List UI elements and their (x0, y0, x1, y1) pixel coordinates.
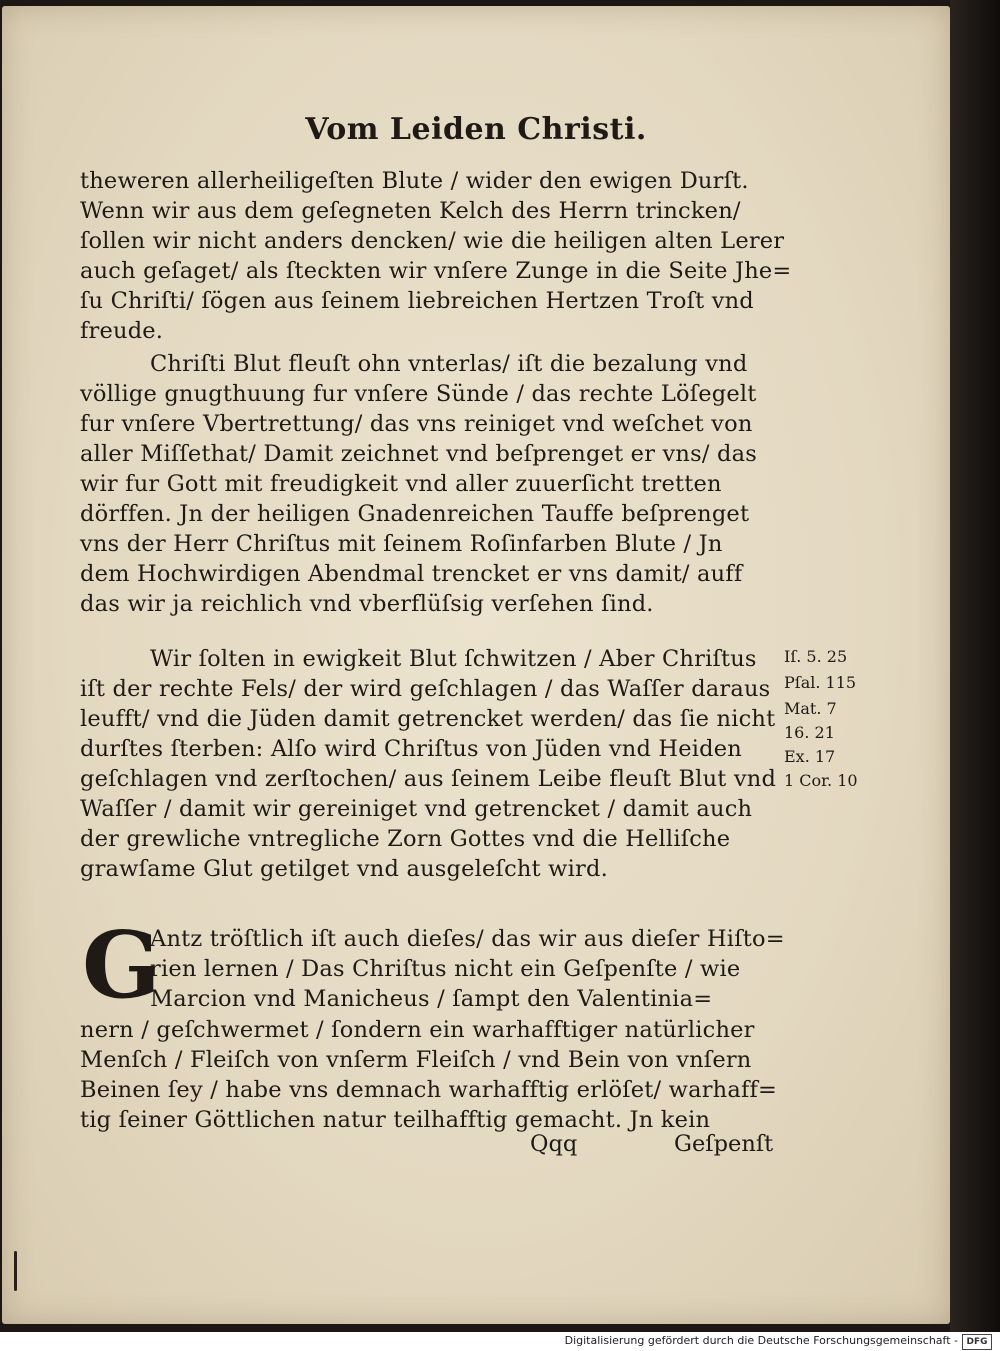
text-line: Antz tröſtlich iſt auch dieſes/ das wir aus dieſer Hiſto= (150, 926, 785, 952)
text-line: Wenn wir aus dem geſegneten Kelch des Herrn trincken/ (80, 198, 741, 224)
text-line: Beinen ſey / habe vns demnach warhafftig erlöſet/ warhaff= (80, 1077, 778, 1103)
ink-mark (14, 1251, 17, 1291)
text-line: ſu Chriſti/ ſögen aus ſeinem liebreichen Hertzen Troſt vnd (80, 288, 754, 314)
text-line: dörffen. Jn der heiligen Gnadenreichen Tauffe beſprenget (80, 501, 750, 527)
text-line: das wir ja reichlich vnd vberflüſsig verſehen ſind. (80, 591, 654, 617)
page-edge-shadow (950, 0, 1000, 1332)
text-line: der grewliche vntregliche Zorn Gottes vnd die Helliſche (80, 826, 731, 852)
margin-note: Mat. 7 (784, 699, 837, 718)
page-title: Vom Leiden Christi. (305, 112, 647, 147)
document-page (2, 6, 950, 1324)
text-line: aller Miſſethat/ Damit zeichnet vnd beſprenget er vns/ das (80, 441, 757, 467)
text-line: Waſſer / damit wir gereiniget vnd getrencket / damit auch (80, 796, 753, 822)
text-line: iſt der rechte Fels/ der wird geſchlagen / das Waſſer daraus (80, 676, 771, 702)
text-line: freude. (80, 318, 164, 344)
text-line: rien lernen / Das Chriſtus nicht ein Geſpenſte / wie (150, 956, 741, 982)
margin-note: 16. 21 (784, 723, 835, 742)
text-line: durſtes ſterben: Alſo wird Chriſtus von Jüden vnd Heiden (80, 736, 742, 762)
signature-mark: Qqq (530, 1131, 578, 1157)
text-line: leufft/ vnd die Jüden damit getrencket werden/ das ſie nicht (80, 706, 776, 732)
footer-bar (0, 1332, 1000, 1351)
text-line: Wir ſolten in ewigkeit Blut ſchwitzen / Aber Chriſtus (150, 646, 757, 672)
footer-credit: Digitalisierung gefördert durch die Deutsche Forschungsgemeinschaft - (564, 1334, 958, 1347)
drop-cap-initial: G (82, 911, 161, 1019)
text-line: auch geſaget/ als ſteckten wir vnſere Zunge in die Seite Jhe= (80, 258, 792, 284)
text-line: vns der Herr Chriſtus mit ſeinem Roſinfarben Blute / Jn (80, 531, 723, 557)
text-line: theweren allerheiligeſten Blute / wider den ewigen Durſt. (80, 168, 749, 194)
margin-note: Ex. 17 (784, 747, 836, 766)
text-line: geſchlagen vnd zerſtochen/ aus ſeinem Leibe fleuſt Blut vnd (80, 766, 777, 792)
text-line: Marcion vnd Manicheus / ſampt den Valentinia= (150, 986, 713, 1012)
text-line: grawſame Glut getilget vnd ausgeleſcht wird. (80, 856, 608, 882)
dfg-logo-icon: DFG (962, 1334, 992, 1350)
margin-note: Pſal. 115 (784, 673, 857, 692)
text-line: dem Hochwirdigen Abendmal trencket er vns damit/ auff (80, 561, 743, 587)
text-line: völlige gnugthuung fur vnſere Sünde / das rechte Löſegelt (80, 381, 757, 407)
text-line: wir fur Gott mit freudigkeit vnd aller zuuerſicht tretten (80, 471, 722, 497)
catchword: Geſpenſt (674, 1131, 774, 1157)
text-line: nern / geſchwermet / ſondern ein warhafftiger natürlicher (80, 1017, 755, 1043)
text-line: tig ſeiner Göttlichen natur teilhafftig gemacht. Jn kein (80, 1107, 711, 1133)
margin-note: 1 Cor. 10 (784, 771, 858, 790)
text-line: Menſch / Fleiſch von vnſerm Fleiſch / vnd Bein von vnſern (80, 1047, 752, 1073)
text-line: ſollen wir nicht anders dencken/ wie die heiligen alten Lerer (80, 228, 785, 254)
text-line: Chriſti Blut fleuſt ohn vnterlas/ iſt die bezalung vnd (150, 351, 748, 377)
margin-note: Iſ. 5. 25 (784, 647, 848, 666)
text-line: fur vnſere Vbertrettung/ das vns reiniget vnd weſchet von (80, 411, 753, 437)
